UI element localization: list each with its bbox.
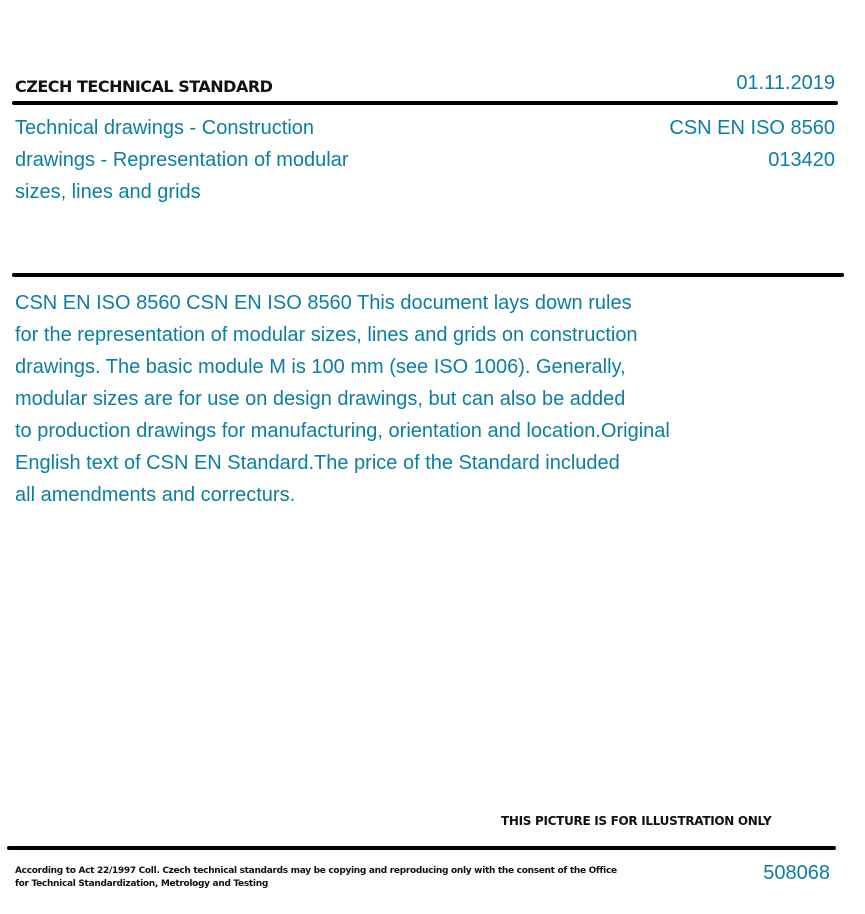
- standard-designation: CSN EN ISO 8560: [669, 117, 835, 139]
- description-line: for the representation of modular sizes, lines and grids on construction: [15, 324, 638, 346]
- issue-date: 01.11.2019: [736, 72, 835, 94]
- description-line: English text of CSN EN Standard.The price of the Standard included: [15, 452, 620, 474]
- catalog-number: 013420: [768, 149, 835, 171]
- legal-line: for Technical Standardization, Metrology and Testing: [15, 879, 268, 889]
- description-line: drawings. The basic module M is 100 mm (see ISO 1006). Generally,: [15, 356, 626, 378]
- title-line: Technical drawings - Construction: [15, 117, 315, 139]
- description-line: all amendments and correcturs.: [15, 484, 296, 506]
- document-type-label: CZECH TECHNICAL STANDARD: [15, 77, 273, 96]
- footer: [0, 861, 865, 891]
- title-row: [0, 112, 865, 208]
- title-line: sizes, lines and grids: [15, 181, 201, 203]
- standard-codes: [669, 112, 835, 176]
- footer-number: 508068: [763, 862, 830, 884]
- description-line: CSN EN ISO 8560 CSN EN ISO 8560 This document lays down rules: [15, 292, 632, 314]
- standard-title: [15, 112, 349, 208]
- divider: [7, 846, 836, 850]
- legal-notice: [15, 865, 617, 891]
- illustration-note: THIS PICTURE IS FOR ILLUSTRATION ONLY: [501, 814, 772, 828]
- description: [15, 287, 855, 511]
- description-line: to production drawings for manufacturing, orientation and location.Original: [15, 420, 670, 442]
- divider: [12, 101, 838, 105]
- divider: [12, 273, 844, 277]
- legal-line: According to Act 22/1997 Coll. Czech technical standards may be copying and reproducing only with the consent of the Office: [15, 866, 617, 876]
- header: [0, 71, 865, 105]
- title-line: drawings - Representation of modular: [15, 149, 349, 171]
- description-line: modular sizes are for use on design drawings, but can also be added: [15, 388, 626, 410]
